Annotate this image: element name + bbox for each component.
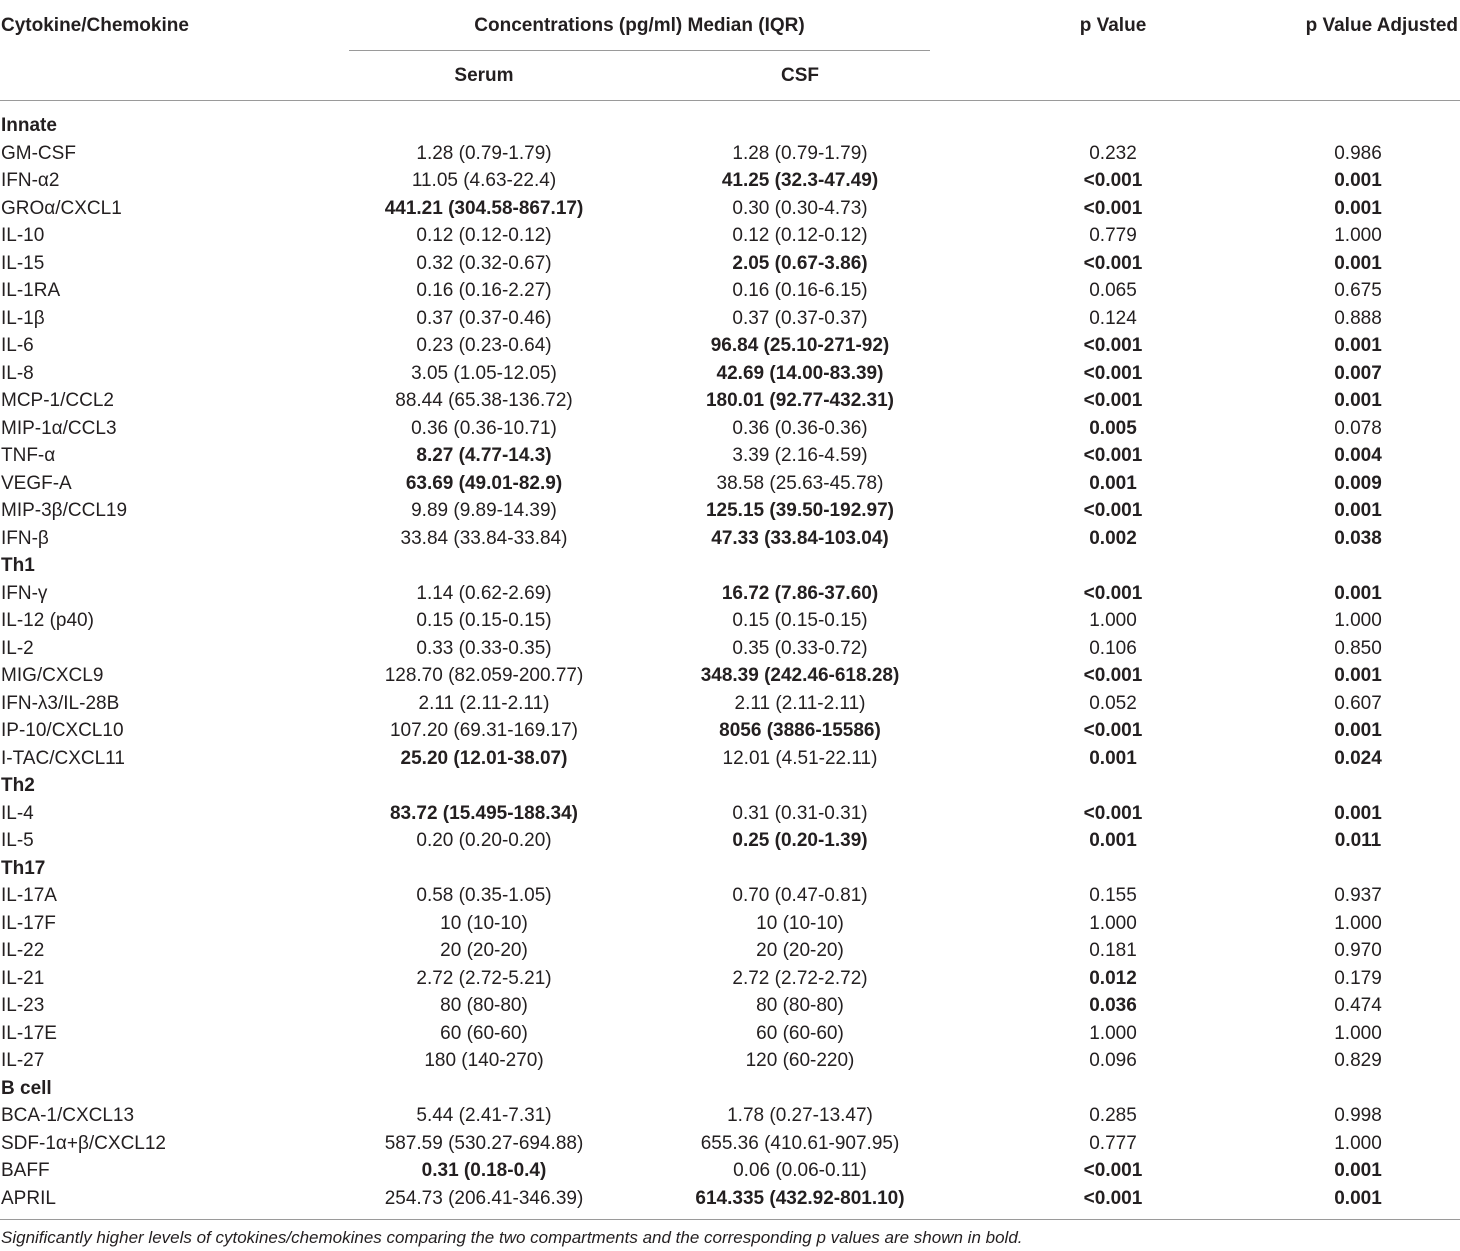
csf-value: 38.58 (25.63-45.78) <box>716 472 884 494</box>
serum-value: 25.20 (12.01-38.07) <box>400 747 568 769</box>
p-value-adjusted: 0.038 <box>1334 527 1382 549</box>
table-row <box>0 277 1460 305</box>
table-row <box>0 1157 1460 1185</box>
p-value: <0.001 <box>1083 170 1143 191</box>
section-header <box>0 772 1460 800</box>
cytokine-name: IL-15 <box>1 252 45 274</box>
serum-value: 0.36 (0.36-10.71) <box>411 417 557 439</box>
p-value-adjusted: 0.850 <box>1334 637 1382 659</box>
serum-value: 107.20 (69.31-169.17) <box>389 720 579 741</box>
csf-value: 3.39 (2.16-4.59) <box>732 445 868 466</box>
serum-value: 2.11 (2.11-2.11) <box>418 692 550 714</box>
csf-value: 120 (60-220) <box>745 1050 855 1071</box>
p-value-adjusted: 0.007 <box>1334 362 1382 384</box>
csf-value: 125.15 (39.50-192.97) <box>705 500 895 521</box>
table-row <box>0 1130 1460 1158</box>
serum-value: 5.44 (2.41-7.31) <box>416 1105 552 1126</box>
table-row <box>0 497 1460 525</box>
p-value-adjusted: 0.179 <box>1334 967 1382 989</box>
cytokine-name: BCA-1/CXCL13 <box>1 1105 135 1126</box>
p-value-adjusted: 0.001 <box>1334 1187 1382 1209</box>
csf-value: 16.72 (7.86-37.60) <box>721 582 879 604</box>
p-value-adjusted: 0.004 <box>1334 445 1382 466</box>
p-value-adjusted: 0.001 <box>1334 582 1382 604</box>
cytokine-name: TNF-α <box>1 445 56 466</box>
csf-value: 10 (10-10) <box>756 912 844 934</box>
cytokine-name: IL-1β <box>1 307 45 329</box>
cytokine-name: GM-CSF <box>1 142 76 164</box>
cytokine-name: SDF-1α+β/CXCL12 <box>1 1132 166 1154</box>
p-value-adjusted: 1.000 <box>1334 225 1382 246</box>
header-rule <box>0 100 1460 101</box>
cytokine-name: IL-4 <box>1 802 34 824</box>
p-value-adjusted: 0.986 <box>1334 142 1382 164</box>
header-csf: CSF <box>781 65 819 86</box>
table-row <box>0 800 1460 828</box>
csf-value: 2.11 (2.11-2.11) <box>734 692 866 714</box>
serum-value: 254.73 (206.41-346.39) <box>384 1187 584 1209</box>
p-value-adjusted: 1.000 <box>1334 1022 1382 1044</box>
serum-value: 8.27 (4.77-14.3) <box>416 445 552 466</box>
p-value: 0.012 <box>1089 967 1137 989</box>
concentrations-underline <box>349 50 930 51</box>
table-row <box>0 470 1460 498</box>
cytokine-name: IL-21 <box>1 967 45 989</box>
serum-value: 20 (20-20) <box>440 940 528 961</box>
serum-value: 180 (140-270) <box>424 1050 544 1071</box>
table-row <box>0 717 1460 745</box>
p-value-adjusted: 0.001 <box>1334 390 1382 411</box>
table-row <box>0 332 1460 360</box>
cytokine-name: IL-12 (p40) <box>1 610 94 631</box>
serum-value: 3.05 (1.05-12.05) <box>411 362 557 384</box>
p-value: <0.001 <box>1083 335 1143 356</box>
table-row <box>0 195 1460 223</box>
cytokine-name: IL-6 <box>1 335 34 356</box>
cytokine-name: IL-17A <box>1 885 57 906</box>
serum-value: 0.16 (0.16-2.27) <box>416 280 552 301</box>
table-row <box>0 140 1460 168</box>
cytokine-name: VEGF-A <box>1 472 72 494</box>
serum-value: 83.72 (15.495-188.34) <box>389 802 579 824</box>
serum-value: 33.84 (33.84-33.84) <box>400 527 568 549</box>
p-value: 0.777 <box>1089 1132 1137 1154</box>
serum-value: 11.05 (4.63-22.4) <box>411 170 557 191</box>
header-p-value: p Value <box>1079 15 1147 36</box>
serum-value: 128.70 (82.059-200.77) <box>384 665 584 686</box>
p-value: 0.002 <box>1089 527 1137 549</box>
serum-value: 0.31 (0.18-0.4) <box>421 1160 547 1181</box>
p-value: <0.001 <box>1083 1160 1143 1181</box>
table-row <box>0 635 1460 663</box>
bottom-rule <box>0 1219 1460 1220</box>
header-serum: Serum <box>454 65 514 86</box>
table-row <box>0 1102 1460 1130</box>
p-value: 0.124 <box>1089 307 1137 329</box>
csf-value: 0.70 (0.47-0.81) <box>732 885 868 906</box>
p-value-adjusted: 0.011 <box>1334 830 1382 851</box>
serum-value: 88.44 (65.38-136.72) <box>395 390 573 411</box>
header-cytokine: Cytokine/Chemokine <box>1 15 189 36</box>
p-value-adjusted: 0.998 <box>1334 1105 1382 1126</box>
p-value: 1.000 <box>1089 1022 1137 1044</box>
cytokine-name: IL-27 <box>1 1050 45 1071</box>
cytokine-name: MIP-1α/CCL3 <box>1 417 117 439</box>
table-row <box>0 992 1460 1020</box>
cytokine-name: IL-17E <box>1 1022 57 1044</box>
table-row <box>0 222 1460 250</box>
cytokine-name: MIG/CXCL9 <box>1 665 104 686</box>
serum-value: 0.15 (0.15-0.15) <box>416 610 552 631</box>
p-value-adjusted: 0.001 <box>1334 197 1382 219</box>
p-value-adjusted: 0.474 <box>1334 995 1382 1016</box>
csf-value: 41.25 (32.3-47.49) <box>721 170 879 191</box>
cytokine-name: GROα/CXCL1 <box>1 197 122 219</box>
table-row <box>0 415 1460 443</box>
csf-value: 42.69 (14.00-83.39) <box>716 362 884 384</box>
table-row <box>0 745 1460 773</box>
p-value-adjusted: 0.009 <box>1334 472 1382 494</box>
p-value-adjusted: 0.888 <box>1334 307 1382 329</box>
p-value: 0.065 <box>1089 280 1137 301</box>
serum-value: 60 (60-60) <box>440 1022 528 1044</box>
section-header <box>0 855 1460 883</box>
section-title: B cell <box>1 1077 52 1099</box>
serum-value: 2.72 (2.72-5.21) <box>416 967 552 989</box>
p-value: <0.001 <box>1083 665 1143 686</box>
csf-value: 8056 (3886-15586) <box>719 720 881 741</box>
cytokine-name: IL-10 <box>1 225 45 246</box>
csf-value: 348.39 (242.46-618.28) <box>700 665 900 686</box>
serum-value: 10 (10-10) <box>440 912 528 934</box>
table-row <box>0 360 1460 388</box>
section-title: Th2 <box>1 775 35 796</box>
table-row <box>0 827 1460 855</box>
table-row <box>0 882 1460 910</box>
p-value-adjusted: 1.000 <box>1334 912 1382 934</box>
p-value: <0.001 <box>1083 445 1143 466</box>
table-row <box>0 690 1460 718</box>
section-header <box>0 552 1460 580</box>
section-header <box>0 1075 1460 1103</box>
cytokine-name: IFN-α2 <box>1 170 60 191</box>
table-row <box>0 1047 1460 1075</box>
p-value: <0.001 <box>1083 197 1143 219</box>
p-value: 0.181 <box>1089 940 1137 961</box>
serum-value: 63.69 (49.01-82.9) <box>405 472 563 494</box>
p-value-adjusted: 0.001 <box>1334 1160 1382 1181</box>
csf-value: 0.15 (0.15-0.15) <box>732 610 868 631</box>
cytokine-name: IFN-γ <box>1 582 48 604</box>
table-row <box>0 305 1460 333</box>
p-value: <0.001 <box>1083 720 1143 741</box>
p-value: 0.005 <box>1089 417 1137 439</box>
p-value-adjusted: 0.001 <box>1334 665 1382 686</box>
cytokine-name: IL-5 <box>1 830 34 851</box>
cytokine-name: IFN-λ3/IL-28B <box>1 692 120 714</box>
p-value: 0.052 <box>1089 692 1137 714</box>
table-row <box>0 250 1460 278</box>
cytokine-name: BAFF <box>1 1160 50 1181</box>
table-row <box>0 167 1460 195</box>
csf-value: 614.335 (432.92-801.10) <box>695 1187 905 1209</box>
header-concentrations: Concentrations (pg/ml) Median (IQR) <box>474 15 805 36</box>
p-value-adjusted: 0.829 <box>1334 1050 1382 1071</box>
serum-value: 1.14 (0.62-2.69) <box>416 582 552 604</box>
table-row <box>0 965 1460 993</box>
serum-value: 0.33 (0.33-0.35) <box>416 637 552 659</box>
p-value-adjusted: 0.001 <box>1334 335 1382 356</box>
p-value: 0.001 <box>1089 472 1137 494</box>
p-value-adjusted: 0.001 <box>1334 720 1382 741</box>
table-row <box>0 607 1460 635</box>
table-body <box>0 112 1460 1212</box>
p-value: <0.001 <box>1083 500 1143 521</box>
p-value-adjusted: 0.078 <box>1334 417 1382 439</box>
cytokine-name: IL-1RA <box>1 280 61 301</box>
serum-value: 441.21 (304.58-867.17) <box>384 197 584 219</box>
p-value: 0.232 <box>1089 142 1137 164</box>
table-row <box>0 387 1460 415</box>
table-row <box>0 1185 1460 1213</box>
p-value: <0.001 <box>1083 1187 1143 1209</box>
serum-value: 0.58 (0.35-1.05) <box>416 885 552 906</box>
section-title: Th17 <box>1 857 46 879</box>
cytokine-name: IL-23 <box>1 995 45 1016</box>
csf-value: 180.01 (92.77-432.31) <box>705 390 895 411</box>
cytokine-name: MIP-3β/CCL19 <box>1 500 128 521</box>
p-value: <0.001 <box>1083 390 1143 411</box>
csf-value: 47.33 (33.84-103.04) <box>711 527 889 549</box>
cytokine-name: APRIL <box>1 1187 56 1209</box>
p-value-adjusted: 0.001 <box>1334 170 1382 191</box>
table-row <box>0 580 1460 608</box>
section-title: Th1 <box>1 555 35 576</box>
csf-value: 0.16 (0.16-6.15) <box>732 280 868 301</box>
section-header <box>0 112 1460 140</box>
csf-value: 0.25 (0.20-1.39) <box>732 830 868 851</box>
csf-value: 0.37 (0.37-0.37) <box>732 307 868 329</box>
p-value-adjusted: 0.675 <box>1334 280 1382 301</box>
p-value: 0.285 <box>1089 1105 1137 1126</box>
table-row <box>0 1020 1460 1048</box>
csf-value: 20 (20-20) <box>756 940 844 961</box>
p-value: 0.001 <box>1089 747 1137 769</box>
csf-value: 0.12 (0.12-0.12) <box>732 225 868 246</box>
p-value: 0.106 <box>1089 637 1137 659</box>
table-row <box>0 910 1460 938</box>
serum-value: 587.59 (530.27-694.88) <box>384 1132 584 1154</box>
serum-value: 0.20 (0.20-0.20) <box>416 830 552 851</box>
p-value: 1.000 <box>1089 610 1137 631</box>
cytokine-name: IL-2 <box>1 637 34 659</box>
serum-value: 0.12 (0.12-0.12) <box>416 225 552 246</box>
header-p-value-adjusted: p Value Adjusted <box>1305 15 1458 36</box>
p-value-adjusted: 0.024 <box>1334 747 1382 769</box>
table-row <box>0 525 1460 553</box>
section-title: Innate <box>1 115 57 136</box>
p-value-adjusted: 0.970 <box>1334 940 1382 961</box>
csf-value: 2.72 (2.72-2.72) <box>732 967 868 989</box>
csf-value: 12.01 (4.51-22.11) <box>722 747 878 769</box>
serum-value: 9.89 (9.89-14.39) <box>411 500 557 521</box>
cytokine-name: I-TAC/CXCL11 <box>1 747 125 769</box>
csf-value: 0.31 (0.31-0.31) <box>732 802 868 824</box>
p-value: <0.001 <box>1083 802 1143 824</box>
cytokine-name: IP-10/CXCL10 <box>1 720 124 741</box>
p-value: <0.001 <box>1083 362 1143 384</box>
cytokine-name: IL-8 <box>1 362 34 384</box>
p-value: 1.000 <box>1089 912 1137 934</box>
cytokine-name: IFN-β <box>1 527 49 549</box>
p-value: <0.001 <box>1083 252 1143 274</box>
p-value-adjusted: 0.001 <box>1334 802 1382 824</box>
p-value: 0.779 <box>1089 225 1137 246</box>
csf-value: 0.06 (0.06-0.11) <box>733 1160 867 1181</box>
cytokine-name: MCP-1/CCL2 <box>1 390 114 411</box>
csf-value: 60 (60-60) <box>756 1022 844 1044</box>
serum-value: 80 (80-80) <box>440 995 528 1016</box>
csf-value: 655.36 (410.61-907.95) <box>700 1132 900 1154</box>
csf-value: 0.36 (0.36-0.36) <box>732 417 868 439</box>
p-value-adjusted: 0.607 <box>1334 692 1382 714</box>
csf-value: 2.05 (0.67-3.86) <box>732 252 868 274</box>
table-row <box>0 442 1460 470</box>
csf-value: 0.30 (0.30-4.73) <box>732 197 868 219</box>
p-value: 0.155 <box>1089 885 1137 906</box>
cytokine-name: IL-22 <box>1 940 45 961</box>
serum-value: 0.23 (0.23-0.64) <box>416 335 552 356</box>
table-row <box>0 662 1460 690</box>
p-value-adjusted: 1.000 <box>1334 610 1382 631</box>
table-footnote: Significantly higher levels of cytokines/chemokines comparing the two compartments and the corresponding p values are shown in bold. <box>1 1228 1023 1247</box>
cytokine-name: IL-17F <box>1 912 56 934</box>
csf-value: 96.84 (25.10-271-92) <box>710 335 890 356</box>
serum-value: 0.32 (0.32-0.67) <box>416 252 552 274</box>
p-value-adjusted: 0.001 <box>1334 252 1382 274</box>
csf-value: 0.35 (0.33-0.72) <box>732 637 868 659</box>
p-value: 0.001 <box>1089 830 1137 851</box>
serum-value: 0.37 (0.37-0.46) <box>416 307 552 329</box>
p-value-adjusted: 0.001 <box>1334 500 1382 521</box>
table-row <box>0 937 1460 965</box>
p-value: 0.096 <box>1089 1050 1137 1071</box>
p-value-adjusted: 0.937 <box>1334 885 1382 906</box>
p-value: <0.001 <box>1083 582 1143 604</box>
csf-value: 1.28 (0.79-1.79) <box>732 142 868 164</box>
p-value: 0.036 <box>1089 995 1137 1016</box>
p-value-adjusted: 1.000 <box>1334 1132 1382 1154</box>
csf-value: 80 (80-80) <box>756 995 844 1016</box>
csf-value: 1.78 (0.27-13.47) <box>727 1105 873 1126</box>
serum-value: 1.28 (0.79-1.79) <box>416 142 552 164</box>
